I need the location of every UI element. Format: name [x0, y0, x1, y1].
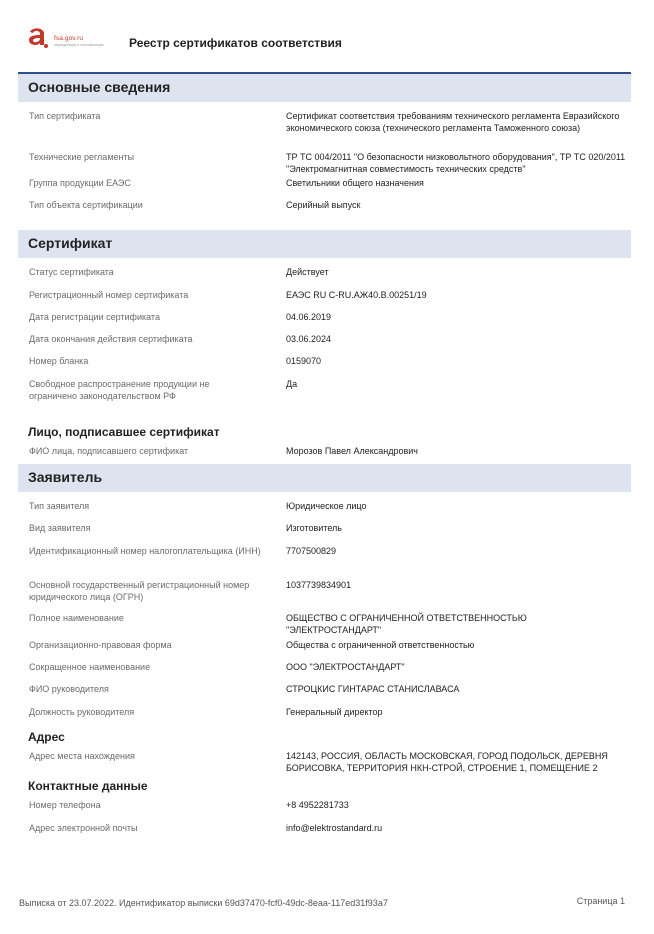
email-value: info@elektrostandard.ru — [286, 823, 383, 833]
logo-text: fsa.gov.ru — [54, 35, 84, 42]
status-label: Статус сертификата — [29, 267, 114, 277]
free-circulation-label: Свободное распространение продукции не ограничено законодательством РФ — [29, 379, 210, 401]
section-certificate — [18, 230, 631, 258]
applicant-kind-label: Вид заявителя — [29, 523, 91, 533]
address-label: Адрес места нахождения — [29, 751, 135, 761]
head-name-value: СТРОЦКИС ГИНТАРАС СТАНИСЛАВАСА — [286, 684, 460, 694]
signer-name-value: Морозов Павел Александрович — [286, 446, 418, 456]
short-name-label: Сокращенное наименование — [29, 662, 151, 672]
applicant-kind-value: Изготовитель — [286, 523, 342, 533]
section-title: Сертификат — [28, 235, 113, 251]
address-value: 142143, РОССИЯ, ОБЛАСТЬ МОСКОВСКАЯ, ГОРОД ПОДОЛЬСК, ДЕРЕВНЯ БОРИСОВКА, ТЕРРИТОРИЯ НКН-СТРОЙ, СТРОЕНИЕ 1, ПОМЕЩЕНИЕ 2 — [286, 751, 608, 773]
email-label: Адрес электронной почты — [29, 823, 138, 833]
free-circulation-value: Да — [286, 379, 298, 389]
address-heading: Адрес — [28, 730, 65, 744]
product-group-label: Группа продукции ЕАЭС — [29, 178, 131, 188]
extract-footer: Выписка от 23.07.2022. Идентификатор выписки 69d37470-fcf0-49dc-8eaa-117ed31f93a7 — [19, 898, 388, 908]
object-type-value: Серийный выпуск — [286, 200, 361, 210]
cert-type-value: Сертификат соответствия требованиям технического регламента Евразийского экономического союза (технического регламента Таможенного союза) — [286, 111, 620, 133]
legal-form-label: Организационно-правовая форма — [29, 640, 172, 650]
phone-value: +8 4952281733 — [286, 800, 349, 810]
signer-heading: Лицо, подписавшее сертификат — [28, 425, 220, 439]
reg-number-value: ЕАЭС RU C-RU.АЖ40.В.00251/19 — [286, 290, 427, 300]
form-number-value: 0159070 — [286, 356, 322, 366]
section-title: Основные сведения — [28, 79, 171, 95]
applicant-type-label: Тип заявителя — [29, 501, 90, 511]
cert-type-label: Тип сертификата — [29, 111, 101, 121]
applicant-type-value: Юридическое лицо — [286, 501, 367, 511]
head-name-label: ФИО руководителя — [29, 684, 109, 694]
full-name-value: ОБЩЕСТВО С ОГРАНИЧЕННОЙ ОТВЕТСТВЕННОСТЬЮ "ЭЛЕКТРОСТАНДАРТ" — [286, 613, 527, 635]
reg-date-value: 04.06.2019 — [286, 312, 332, 322]
product-group-value: Светильники общего назначения — [286, 178, 424, 188]
fsa-logo[interactable] — [26, 26, 106, 56]
page-title: Реестр сертификатов соответствия — [129, 36, 342, 50]
regulations-label: Технические регламенты — [29, 152, 135, 162]
short-name-value: ООО "ЭЛЕКТРОСТАНДАРТ" — [286, 662, 405, 672]
section-applicant — [18, 464, 631, 492]
object-type-label: Тип объекта сертификации — [29, 200, 143, 210]
head-position-label: Должность руководителя — [29, 707, 135, 717]
regulations-value: ТР ТС 004/2011 "О безопасности низковольтного оборудования", ТР ТС 020/2011 "Электромагнитная совместимость технических средств" — [286, 152, 626, 174]
end-date-value: 03.06.2024 — [286, 334, 332, 344]
contacts-heading: Контактные данные — [28, 779, 148, 793]
fsa-logo-icon — [26, 26, 48, 50]
section-basic-info — [18, 74, 631, 102]
form-number-label: Номер бланка — [29, 356, 89, 366]
end-date-label: Дата окончания действия сертификата — [29, 334, 193, 344]
reg-date-label: Дата регистрации сертификата — [29, 312, 160, 322]
inn-label: Идентификационный номер налогоплательщика (ИНН) — [29, 546, 261, 556]
ogrn-value: 1037739834901 — [286, 580, 352, 590]
head-position-value: Генеральный директор — [286, 707, 383, 717]
reg-number-label: Регистрационный номер сертификата — [29, 290, 189, 300]
page-number: Страница 1 — [576, 896, 625, 906]
logo-subtext: аккредитация и сертификация — [54, 43, 104, 47]
phone-label: Номер телефона — [29, 800, 101, 810]
inn-value: 7707500829 — [286, 546, 337, 556]
signer-name-label: ФИО лица, подписавшего сертификат — [29, 446, 189, 456]
section-title: Заявитель — [28, 469, 103, 485]
ogrn-label: Основной государственный регистрационный номер юридического лица (ОГРН) — [29, 580, 250, 602]
full-name-label: Полное наименование — [29, 613, 124, 623]
status-value: Действует — [286, 267, 329, 277]
page-header — [0, 0, 654, 74]
legal-form-value: Общества с ограниченной ответственностью — [286, 640, 475, 650]
